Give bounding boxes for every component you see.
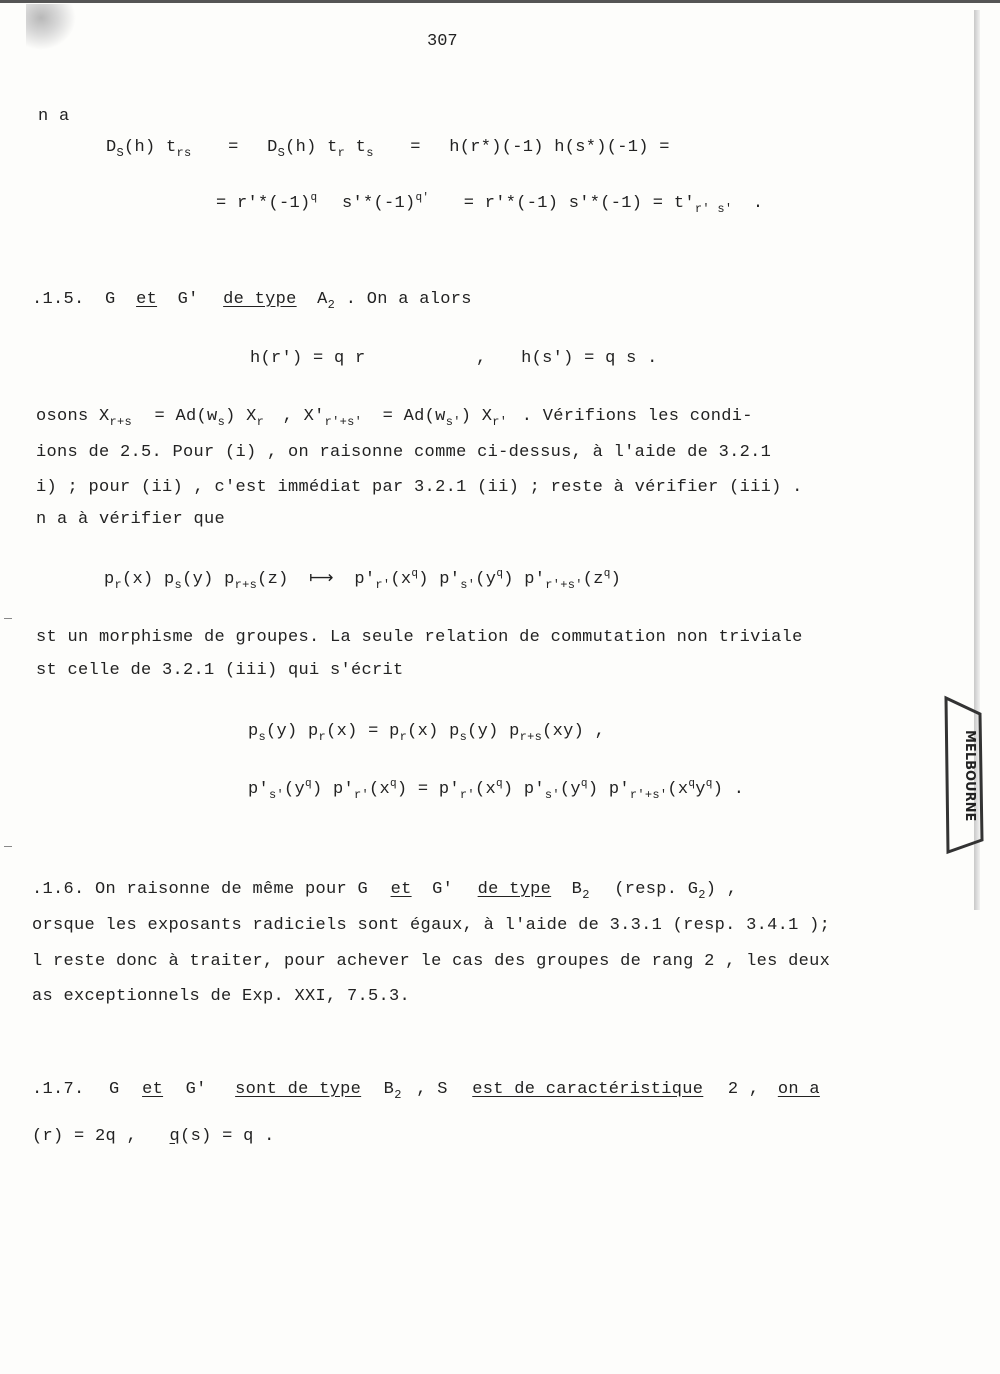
maps-to-arrow: ⟼ — [309, 568, 334, 588]
para1-line-2: ions de 2.5. Pour (i) , on raisonne comme ci-dessus, à l'aide de 3.2.1 — [36, 443, 772, 462]
section-1-6-line-3: l reste donc à traiter, pour achever le cas des groupes de rang 2 , les deux — [32, 952, 831, 971]
equation-5: $p_s(y) p_r(x) = p_r(x)$ $p_s(y)$ $p_{r+s}(xy)$ , — [248, 722, 606, 744]
para1-line-3: i) ; pour (ii) , c'est immédiat par 3.2.1 (ii) ; reste à vérifier (iii) . — [36, 478, 803, 497]
section-1-5-heading: .1.5. G et G' de type $A_2$ . On a alors — [32, 290, 472, 312]
top-rule — [0, 0, 1000, 3]
para1-line-4: n a à vérifier que — [36, 510, 226, 529]
stamp-text: MELBOURNE — [962, 730, 977, 822]
page-number: 307 — [427, 32, 458, 51]
library-stamp — [940, 690, 988, 860]
scan-corner-mark — [26, 4, 76, 50]
equation-3: h(r') = q r , h(s') = q s . — [250, 349, 658, 368]
section-1-7-line-2: (r) = 2q , q(s) = q . — [32, 1127, 275, 1146]
section-1-6-line-4: as exceptionnels de Exp. XXI, 7.5.3. — [32, 987, 411, 1006]
margin-tick — [4, 846, 12, 847]
equation-2: = $r'*(-1)^q$ $s'*(-1)^{q'} = r'*(-1) s'*(-1) = t'_{r' s'}$ . — [216, 192, 764, 216]
equation-6: $p'_{s'}(y^q) p'_{r'}(x^q) = p'_{r'}(x^q)$ $p'_{s'}(y^q)$ $p'_{r'+s'}(x^qy^q)$ . — [248, 778, 745, 802]
section-1-7-line-1: .1.7. G et G' sont de type $B_2$ , S est de caractéristique 2 , on a — [32, 1080, 820, 1102]
equation-4-morphism: $p_r(x)$ $p_s(y)$ $p_{r+s}(z)$ ⟼ $p'_{r'}(x^q)$ $p'_{s'}(y^q)$ $p'_{r'+s'}(z^q)$ — [104, 568, 622, 592]
para2-line-2: st celle de 3.2.1 (iii) qui s'écrit — [36, 661, 404, 680]
margin-tick — [4, 618, 12, 619]
para2-line-1: st un morphisme de groupes. La seule relation de commutation non triviale — [36, 628, 803, 647]
section-1-6-line-2: orsque les exposants radiciels sont égaux, à l'aide de 3.3.1 (resp. 3.4.1 ); — [32, 916, 831, 935]
equation-1: $D_S(h) t_{rs} = D_S(h)$ $t_r$ $t_s = h(r*)(-1) h(s*)(-1)$ = — [106, 138, 670, 160]
section-1-6-line-1: .1.6. On raisonne de même pour G et G' de type $B_2$ (resp. $G_2$) , — [32, 880, 738, 902]
intro-fragment: n a — [38, 107, 70, 126]
para1-line-1: osons $X_{r+s} = Ad(w_s)$ $X_r$ , $X'_{r'+s'} = Ad(w_{s'})$ $X_{r'}$ . Vérifions les condi- — [36, 407, 753, 429]
